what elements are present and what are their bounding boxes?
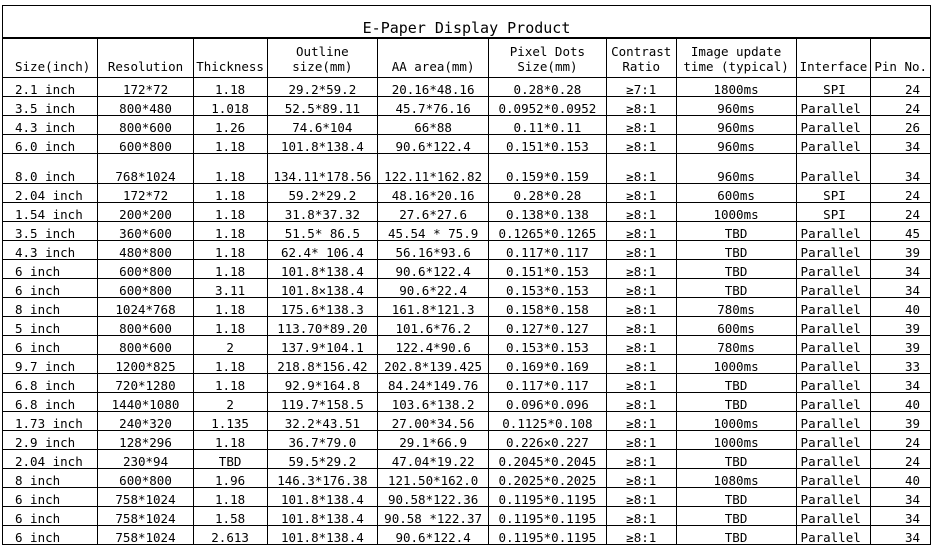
- cell-update-time: 1800ms: [676, 78, 796, 97]
- table-row: [3, 355, 931, 374]
- cell-size: 1.73 inch: [3, 412, 98, 431]
- cell-interface: Parallel: [796, 154, 871, 184]
- cell-aa-area: 101.6*76.2: [378, 317, 489, 336]
- cell-interface: Parallel: [796, 260, 871, 279]
- cell-resolution: 800*480: [98, 97, 193, 116]
- cell-outline: 137.9*104.1: [267, 336, 378, 355]
- cell-contrast: ≥8:1: [606, 298, 676, 317]
- cell-pixel-dots: 0.1265*0.1265: [488, 222, 606, 241]
- cell-update-time: 600ms: [676, 184, 796, 203]
- cell-resolution: 1200*825: [98, 355, 193, 374]
- cell-resolution: 200*200: [98, 203, 193, 222]
- cell-outline: 113.70*89.20: [267, 317, 378, 336]
- table-row: [3, 135, 931, 154]
- cell-resolution: 600*800: [98, 135, 193, 154]
- header-pixel-dots-line1: Pixel Dots: [509, 43, 586, 59]
- cell-thickness: 1.18: [193, 374, 267, 393]
- cell-update-time: 1080ms: [676, 469, 796, 488]
- cell-pin: 24: [871, 78, 931, 97]
- cell-size: 6 inch: [3, 336, 98, 355]
- cell-resolution: 600*800: [98, 469, 193, 488]
- table-row: [3, 507, 931, 526]
- table-row: [3, 154, 931, 184]
- cell-interface: Parallel: [796, 97, 871, 116]
- cell-resolution: 230*94: [98, 450, 193, 469]
- cell-outline: 218.8*156.42: [267, 355, 378, 374]
- cell-interface: SPI: [796, 78, 871, 97]
- cell-aa-area: 103.6*138.2: [378, 393, 489, 412]
- cell-outline: 92.9*164.8: [267, 374, 378, 393]
- cell-pin: 34: [871, 154, 931, 184]
- cell-contrast: ≥8:1: [606, 135, 676, 154]
- cell-aa-area: 90.58 *122.37: [378, 507, 489, 526]
- cell-pin: 39: [871, 336, 931, 355]
- cell-interface: Parallel: [796, 431, 871, 450]
- header-thickness-line1: [196, 44, 265, 60]
- cell-interface: Parallel: [796, 374, 871, 393]
- cell-resolution: 240*320: [98, 412, 193, 431]
- cell-aa-area: 27.00*34.56: [378, 412, 489, 431]
- cell-aa-area: 122.11*162.82: [378, 154, 489, 184]
- cell-pixel-dots: 0.151*0.153: [488, 260, 606, 279]
- cell-interface: Parallel: [796, 116, 871, 135]
- cell-pixel-dots: 0.1195*0.1195: [488, 488, 606, 507]
- header-contrast-line1: Contrast: [611, 43, 672, 59]
- table-row: [3, 116, 931, 135]
- cell-contrast: ≥8:1: [606, 450, 676, 469]
- cell-aa-area: 90.6*122.4: [378, 526, 489, 545]
- cell-pixel-dots: 0.226×0.227: [488, 431, 606, 450]
- cell-thickness: 1.18: [193, 135, 267, 154]
- cell-outline: 32.2*43.51: [267, 412, 378, 431]
- cell-outline: 101.8*138.4: [267, 488, 378, 507]
- header-outline-line2: size(mm): [292, 59, 353, 75]
- header-outline: [267, 38, 378, 78]
- cell-pin: 24: [871, 184, 931, 203]
- cell-pin: 24: [871, 450, 931, 469]
- cell-pixel-dots: 0.117*0.117: [488, 241, 606, 260]
- cell-size: 3.5 inch: [3, 97, 98, 116]
- table-row: [3, 78, 931, 97]
- cell-thickness: 1.18: [193, 154, 267, 184]
- cell-thickness: 1.18: [193, 222, 267, 241]
- cell-pin: 40: [871, 469, 931, 488]
- cell-contrast: ≥8:1: [606, 260, 676, 279]
- cell-contrast: ≥8:1: [606, 279, 676, 298]
- cell-contrast: ≥8:1: [606, 355, 676, 374]
- header-resolution-line2: Resolution: [107, 59, 184, 75]
- cell-interface: Parallel: [796, 526, 871, 545]
- cell-outline: 74.6*104: [267, 116, 378, 135]
- cell-interface: SPI: [796, 184, 871, 203]
- cell-thickness: 2: [193, 336, 267, 355]
- header-interface: [796, 38, 871, 78]
- cell-contrast: ≥8:1: [606, 222, 676, 241]
- cell-size: 6.0 inch: [3, 135, 98, 154]
- cell-update-time: 1000ms: [676, 203, 796, 222]
- cell-thickness: 1.18: [193, 184, 267, 203]
- table-row: [3, 203, 931, 222]
- cell-thickness: 1.58: [193, 507, 267, 526]
- cell-thickness: 1.18: [193, 317, 267, 336]
- cell-contrast: ≥8:1: [606, 412, 676, 431]
- cell-pin: 40: [871, 298, 931, 317]
- cell-thickness: 1.18: [193, 203, 267, 222]
- cell-outline: 101.8*138.4: [267, 526, 378, 545]
- cell-aa-area: 121.50*162.0: [378, 469, 489, 488]
- table-row: [3, 526, 931, 545]
- cell-size: 4.3 inch: [3, 116, 98, 135]
- cell-aa-area: 84.24*149.76: [378, 374, 489, 393]
- header-thickness-line2: Thickness: [196, 59, 264, 75]
- table-row: [3, 222, 931, 241]
- cell-outline: 29.2*59.2: [267, 78, 378, 97]
- header-interface-line2: Interface: [799, 59, 868, 75]
- cell-pixel-dots: 0.0952*0.0952: [488, 97, 606, 116]
- cell-resolution: 600*800: [98, 279, 193, 298]
- cell-thickness: 1.18: [193, 260, 267, 279]
- cell-update-time: TBD: [676, 526, 796, 545]
- cell-interface: Parallel: [796, 279, 871, 298]
- header-pixel-dots: [488, 38, 606, 78]
- cell-update-time: 1000ms: [676, 355, 796, 374]
- cell-thickness: 1.18: [193, 355, 267, 374]
- cell-pin: 34: [871, 526, 931, 545]
- header-contrast: [606, 38, 676, 78]
- cell-pin: 24: [871, 97, 931, 116]
- cell-outline: 31.8*37.32: [267, 203, 378, 222]
- cell-update-time: 780ms: [676, 336, 796, 355]
- cell-size: 4.3 inch: [3, 241, 98, 260]
- cell-resolution: 800*600: [98, 336, 193, 355]
- cell-pin: 34: [871, 488, 931, 507]
- cell-resolution: 128*296: [98, 431, 193, 450]
- cell-aa-area: 56.16*93.6: [378, 241, 489, 260]
- cell-outline: 101.8×138.4: [267, 279, 378, 298]
- cell-resolution: 758*1024: [98, 507, 193, 526]
- cell-update-time: TBD: [676, 222, 796, 241]
- header-outline-line1: Outline: [296, 43, 349, 59]
- cell-thickness: 1.135: [193, 412, 267, 431]
- cell-update-time: 1000ms: [676, 412, 796, 431]
- table-row: [3, 412, 931, 431]
- header-aa-area-line2: AA area(mm): [391, 59, 475, 75]
- cell-aa-area: 122.4*90.6: [378, 336, 489, 355]
- cell-size: 6.8 inch: [3, 393, 98, 412]
- cell-update-time: 960ms: [676, 135, 796, 154]
- cell-update-time: TBD: [676, 241, 796, 260]
- cell-pixel-dots: 0.151*0.153: [488, 135, 606, 154]
- cell-interface: SPI: [796, 203, 871, 222]
- header-pin: [871, 38, 931, 78]
- cell-outline: 36.7*79.0: [267, 431, 378, 450]
- cell-resolution: 758*1024: [98, 526, 193, 545]
- cell-pin: 33: [871, 355, 931, 374]
- cell-pixel-dots: 0.2025*0.2025: [488, 469, 606, 488]
- cell-size: 2.04 inch: [3, 184, 98, 203]
- cell-pin: 24: [871, 203, 931, 222]
- cell-contrast: ≥8:1: [606, 507, 676, 526]
- cell-pixel-dots: 0.1195*0.1195: [488, 507, 606, 526]
- header-resolution-line1: [100, 44, 190, 60]
- cell-aa-area: 20.16*48.16: [378, 78, 489, 97]
- cell-update-time: TBD: [676, 488, 796, 507]
- cell-thickness: TBD: [193, 450, 267, 469]
- cell-pixel-dots: 0.11*0.11: [488, 116, 606, 135]
- cell-update-time: TBD: [676, 374, 796, 393]
- cell-update-time: TBD: [676, 393, 796, 412]
- cell-contrast: ≥8:1: [606, 469, 676, 488]
- cell-outline: 62.4* 106.4: [267, 241, 378, 260]
- table-row: [3, 374, 931, 393]
- cell-aa-area: 90.58*122.36: [378, 488, 489, 507]
- cell-pin: 39: [871, 317, 931, 336]
- cell-interface: Parallel: [796, 241, 871, 260]
- cell-aa-area: 161.8*121.3: [378, 298, 489, 317]
- cell-pixel-dots: 0.117*0.117: [488, 374, 606, 393]
- cell-pin: 34: [871, 135, 931, 154]
- cell-outline: 59.2*29.2: [267, 184, 378, 203]
- cell-thickness: 1.18: [193, 298, 267, 317]
- cell-size: 2.9 inch: [3, 431, 98, 450]
- cell-aa-area: 27.6*27.6: [378, 203, 489, 222]
- cell-size: 8 inch: [3, 298, 98, 317]
- cell-contrast: ≥7:1: [606, 78, 676, 97]
- table-row: [3, 317, 931, 336]
- cell-pixel-dots: 0.096*0.096: [488, 393, 606, 412]
- header-pin-line1: [873, 44, 928, 60]
- cell-resolution: 480*800: [98, 241, 193, 260]
- header-size-line1: [15, 44, 95, 60]
- cell-outline: 52.5*89.11: [267, 97, 378, 116]
- cell-aa-area: 45.54 * 75.9: [378, 222, 489, 241]
- cell-pixel-dots: 0.158*0.158: [488, 298, 606, 317]
- cell-aa-area: 90.6*122.4: [378, 135, 489, 154]
- cell-resolution: 800*600: [98, 317, 193, 336]
- cell-outline: 101.8*138.4: [267, 260, 378, 279]
- header-aa-area-line1: [380, 44, 486, 60]
- cell-size: 6 inch: [3, 279, 98, 298]
- cell-thickness: 1.18: [193, 241, 267, 260]
- cell-interface: Parallel: [796, 469, 871, 488]
- cell-interface: Parallel: [796, 222, 871, 241]
- header-row: [3, 38, 931, 78]
- table-row: [3, 469, 931, 488]
- table-row: [3, 450, 931, 469]
- cell-update-time: 960ms: [676, 97, 796, 116]
- cell-resolution: 720*1280: [98, 374, 193, 393]
- product-table: [2, 5, 931, 545]
- cell-resolution: 758*1024: [98, 488, 193, 507]
- cell-thickness: 1.018: [193, 97, 267, 116]
- cell-interface: Parallel: [796, 317, 871, 336]
- cell-contrast: ≥8:1: [606, 154, 676, 184]
- cell-contrast: ≥8:1: [606, 116, 676, 135]
- cell-outline: 59.5*29.2: [267, 450, 378, 469]
- table-row: [3, 241, 931, 260]
- header-contrast-line2: Ratio: [622, 59, 661, 75]
- cell-thickness: 3.11: [193, 279, 267, 298]
- header-aa-area: [378, 38, 489, 78]
- cell-outline: 101.8*138.4: [267, 135, 378, 154]
- table-row: [3, 184, 931, 203]
- cell-outline: 51.5* 86.5: [267, 222, 378, 241]
- cell-aa-area: 66*88: [378, 116, 489, 135]
- cell-resolution: 600*800: [98, 260, 193, 279]
- cell-aa-area: 90.6*122.4: [378, 260, 489, 279]
- table-row: [3, 260, 931, 279]
- cell-thickness: 1.96: [193, 469, 267, 488]
- cell-pixel-dots: 0.138*0.138: [488, 203, 606, 222]
- table-row: [3, 97, 931, 116]
- cell-update-time: TBD: [676, 279, 796, 298]
- cell-outline: 146.3*176.38: [267, 469, 378, 488]
- cell-contrast: ≥8:1: [606, 431, 676, 450]
- cell-interface: Parallel: [796, 507, 871, 526]
- cell-contrast: ≥8:1: [606, 97, 676, 116]
- cell-pin: 24: [871, 431, 931, 450]
- cell-aa-area: 29.1*66.9: [378, 431, 489, 450]
- cell-contrast: ≥8:1: [606, 241, 676, 260]
- cell-resolution: 768*1024: [98, 154, 193, 184]
- cell-interface: Parallel: [796, 450, 871, 469]
- cell-pin: 26: [871, 116, 931, 135]
- cell-update-time: 600ms: [676, 317, 796, 336]
- cell-update-time: 780ms: [676, 298, 796, 317]
- cell-outline: 101.8*138.4: [267, 507, 378, 526]
- header-thickness: [193, 38, 267, 78]
- cell-aa-area: 45.7*76.16: [378, 97, 489, 116]
- cell-outline: 134.11*178.56: [267, 154, 378, 184]
- header-update-time-line1: Image update: [690, 43, 782, 59]
- cell-thickness: 1.18: [193, 488, 267, 507]
- table-row: [3, 488, 931, 507]
- cell-thickness: 2.613: [193, 526, 267, 545]
- cell-update-time: 960ms: [676, 116, 796, 135]
- table-row: [3, 393, 931, 412]
- cell-contrast: ≥8:1: [606, 488, 676, 507]
- cell-size: 3.5 inch: [3, 222, 98, 241]
- cell-interface: Parallel: [796, 336, 871, 355]
- cell-size: 6 inch: [3, 260, 98, 279]
- header-update-time: [676, 38, 796, 78]
- cell-contrast: ≥8:1: [606, 317, 676, 336]
- cell-size: 2.04 inch: [3, 450, 98, 469]
- cell-pin: 39: [871, 241, 931, 260]
- cell-pin: 34: [871, 279, 931, 298]
- cell-pixel-dots: 0.1125*0.108: [488, 412, 606, 431]
- cell-size: 8.0 inch: [3, 154, 98, 184]
- cell-interface: Parallel: [796, 135, 871, 154]
- cell-contrast: ≥8:1: [606, 336, 676, 355]
- cell-size: 6 inch: [3, 488, 98, 507]
- header-resolution: [98, 38, 193, 78]
- cell-pin: 45: [871, 222, 931, 241]
- table-row: [3, 279, 931, 298]
- cell-interface: Parallel: [796, 412, 871, 431]
- cell-aa-area: 202.8*139.425: [378, 355, 489, 374]
- cell-update-time: TBD: [676, 507, 796, 526]
- cell-aa-area: 48.16*20.16: [378, 184, 489, 203]
- header-pixel-dots-line2: Size(mm): [517, 59, 578, 75]
- table-row: [3, 336, 931, 355]
- cell-pixel-dots: 0.1195*0.1195: [488, 526, 606, 545]
- cell-resolution: 360*600: [98, 222, 193, 241]
- cell-pin: 39: [871, 412, 931, 431]
- cell-contrast: ≥8:1: [606, 374, 676, 393]
- spreadsheet: [2, 5, 931, 545]
- cell-interface: Parallel: [796, 393, 871, 412]
- cell-resolution: 172*72: [98, 184, 193, 203]
- table-body: [3, 78, 931, 545]
- table-row: [3, 298, 931, 317]
- cell-thickness: 1.18: [193, 431, 267, 450]
- cell-contrast: ≥8:1: [606, 203, 676, 222]
- cell-pixel-dots: 0.169*0.169: [488, 355, 606, 374]
- cell-pixel-dots: 0.159*0.159: [488, 154, 606, 184]
- cell-size: 1.54 inch: [3, 203, 98, 222]
- cell-outline: 119.7*158.5: [267, 393, 378, 412]
- header-size: [3, 38, 98, 78]
- cell-size: 2.1 inch: [3, 78, 98, 97]
- cell-pin: 34: [871, 507, 931, 526]
- cell-interface: Parallel: [796, 488, 871, 507]
- table-title: E-Paper Display Product: [3, 6, 931, 39]
- header-pin-line2: Pin No.: [874, 59, 928, 75]
- header-size-line2: Size(inch): [15, 59, 91, 75]
- cell-thickness: 1.18: [193, 78, 267, 97]
- cell-aa-area: 90.6*22.4: [378, 279, 489, 298]
- cell-resolution: 1024*768: [98, 298, 193, 317]
- cell-pixel-dots: 0.2045*0.2045: [488, 450, 606, 469]
- cell-size: 8 inch: [3, 469, 98, 488]
- header-update-time-line2: time (typical): [683, 59, 789, 75]
- cell-pixel-dots: 0.153*0.153: [488, 336, 606, 355]
- cell-interface: Parallel: [796, 355, 871, 374]
- cell-update-time: TBD: [676, 260, 796, 279]
- cell-interface: Parallel: [796, 298, 871, 317]
- cell-pin: 34: [871, 260, 931, 279]
- cell-update-time: 960ms: [676, 154, 796, 184]
- cell-resolution: 800*600: [98, 116, 193, 135]
- cell-pin: 34: [871, 374, 931, 393]
- cell-outline: 175.6*138.3: [267, 298, 378, 317]
- cell-pixel-dots: 0.127*0.127: [488, 317, 606, 336]
- cell-thickness: 1.26: [193, 116, 267, 135]
- cell-resolution: 172*72: [98, 78, 193, 97]
- cell-size: 6 inch: [3, 526, 98, 545]
- cell-contrast: ≥8:1: [606, 393, 676, 412]
- cell-pixel-dots: 0.153*0.153: [488, 279, 606, 298]
- cell-size: 9.7 inch: [3, 355, 98, 374]
- header-interface-line1: [799, 44, 869, 60]
- cell-resolution: 1440*1080: [98, 393, 193, 412]
- cell-contrast: ≥8:1: [606, 184, 676, 203]
- cell-pixel-dots: 0.28*0.28: [488, 184, 606, 203]
- table-row: [3, 431, 931, 450]
- cell-update-time: TBD: [676, 450, 796, 469]
- cell-pin: 40: [871, 393, 931, 412]
- cell-size: 6 inch: [3, 507, 98, 526]
- cell-size: 6.8 inch: [3, 374, 98, 393]
- cell-thickness: 2: [193, 393, 267, 412]
- cell-contrast: ≥8:1: [606, 526, 676, 545]
- cell-pixel-dots: 0.28*0.28: [488, 78, 606, 97]
- cell-size: 5 inch: [3, 317, 98, 336]
- cell-update-time: 1000ms: [676, 431, 796, 450]
- cell-aa-area: 47.04*19.22: [378, 450, 489, 469]
